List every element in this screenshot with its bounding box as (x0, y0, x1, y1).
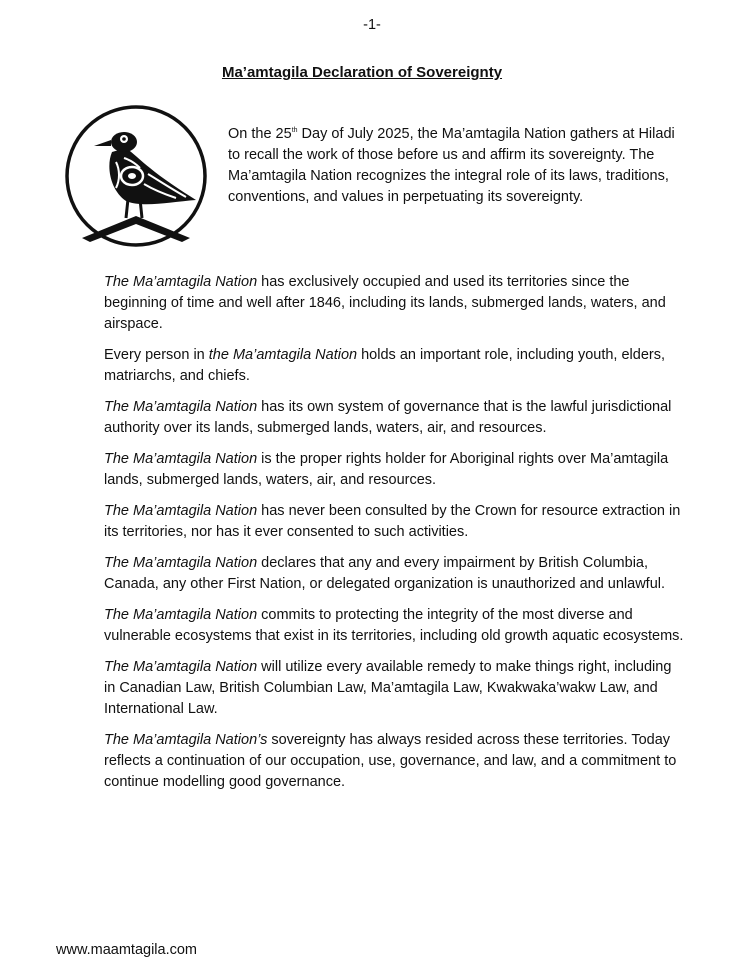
declaration-paragraph: The Ma’amtagila Nation has its own system of governance that is the lawful jurisdictional authority over its lands, submerged lands, waters, air, and resources. (104, 399, 672, 436)
page-title: Ma’amtagila Declaration of Sovereignty (221, 64, 503, 81)
declaration-paragraph: The Ma’amtagila Nation’s sovereignty has always resided across these territories. Today reflects a continuation of our occupation, use, governance, and law, and a commitment to continue modelling good governance. (104, 732, 677, 790)
declaration-paragraph: Every person in the Ma’amtagila Nation holds an important role, including youth, elders, matriarchs, and chiefs. (104, 347, 665, 384)
declaration-paragraph: The Ma’amtagila Nation commits to protecting the integrity of the most diverse and vulnerable ecosystems that exist in its territories, including old growth aquatic ecosystems. (104, 607, 684, 644)
ordinal-suffix: th (291, 127, 298, 134)
footer-website: www.maamtagila.com (56, 942, 198, 958)
seagull-emblem-icon (64, 104, 208, 248)
declaration-paragraph: The Ma’amtagila Nation has exclusively occupied and used its territories since the beginning of time and well after 1846, including its lands, submerged lands, waters, and airspace. (104, 274, 666, 332)
intro-text: On the 25 (228, 126, 292, 142)
intro-paragraph (228, 124, 678, 208)
declaration-paragraph: The Ma’amtagila Nation has never been consulted by the Crown for resource extraction in its territories, nor has it ever consented to such activities. (104, 503, 681, 540)
declaration-paragraph: The Ma’amtagila Nation is the proper rights holder for Aboriginal rights over Ma’amtagila lands, submerged lands, waters, air, and resources. (104, 451, 669, 488)
page-number: -1- (363, 17, 381, 33)
declaration-body (104, 272, 684, 803)
declaration-paragraph: The Ma’amtagila Nation will utilize every available remedy to make things right, including in Canadian Law, British Columbian Law, Ma’amtagila Law, Kwakwaka’wakw Law, and International Law. (104, 659, 672, 717)
intro-text-rest: Day of July 2025, the Ma’amtagila Nation gathers at Hiladi to recall the work of those before us and affirm its sovereignty. The Ma’amtagila Nation recognizes the integral role of its laws, traditions, conventions, and values in perpetuating its sovereignty. (228, 126, 675, 205)
declaration-paragraph: The Ma’amtagila Nation declares that any and every impairment by British Columbia, Canada, any other First Nation, or delegated organization is unauthorized and unlawful. (104, 555, 666, 592)
